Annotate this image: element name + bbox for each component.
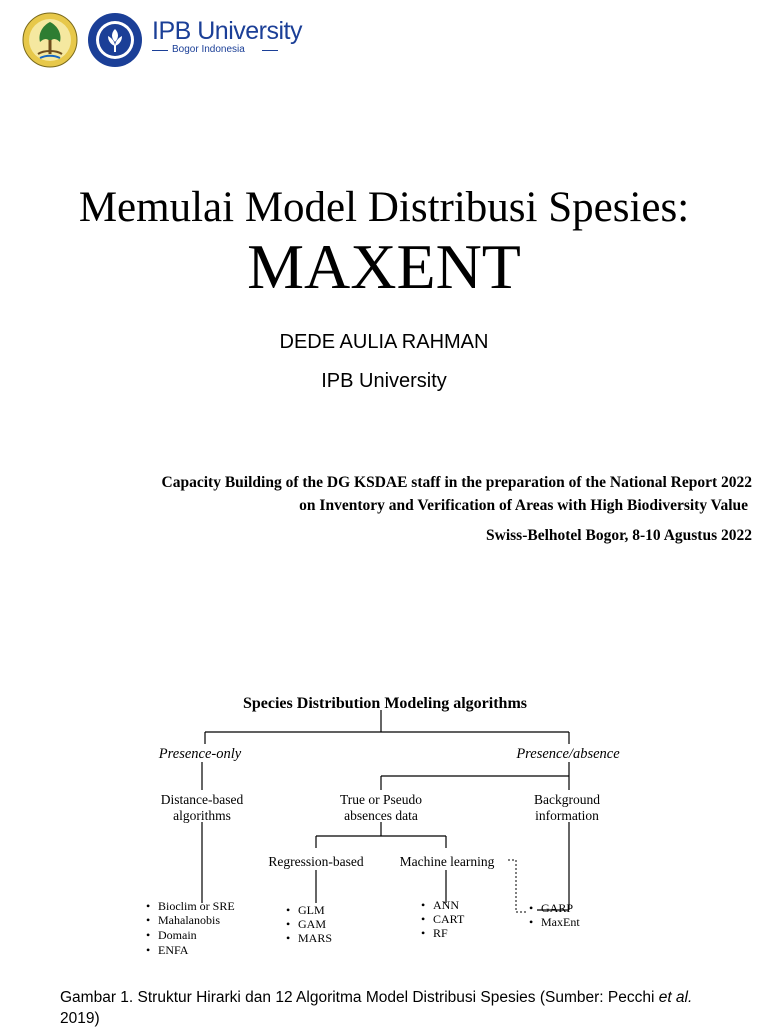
event-line-2: on Inventory and Verification of Areas with High Biodiversity Value xyxy=(299,497,748,514)
event-venue-date: Swiss-Belhotel Bogor, 8-10 Agustus 2022 xyxy=(486,527,752,544)
title-line-2: MAXENT xyxy=(247,231,521,302)
bullet-regression-1: • xyxy=(286,903,291,917)
caption-text-italic: et al. xyxy=(658,989,693,1006)
author-affiliation: IPB University xyxy=(321,370,447,392)
bullet-distance-4: • xyxy=(146,943,151,957)
item-distance-2: Mahalanobis xyxy=(158,913,220,927)
bullet-background-1: • xyxy=(529,901,534,915)
bullet-ml-2: • xyxy=(421,912,426,926)
ipb-seal-icon xyxy=(87,12,143,68)
bullet-regression-3: • xyxy=(286,931,291,945)
institution-divider-right xyxy=(262,50,278,51)
sdm-hierarchy-figure xyxy=(140,688,640,963)
institution-name: IPB University xyxy=(152,17,302,45)
item-distance-4: ENFA xyxy=(158,943,189,957)
caption-text-a: Gambar 1. Struktur Hirarki dan 12 Algoritma Model Distribusi Spesies (Sumber: Pecchi xyxy=(60,989,659,1006)
item-ml-3: RF xyxy=(433,926,448,940)
node-background-1: Background xyxy=(534,792,600,807)
event-line-1: Capacity Building of the DG KSDAE staff in the preparation of the National Report 2022 xyxy=(161,474,752,491)
node-true-pseudo-1: True or Pseudo xyxy=(339,792,423,807)
figure-caption xyxy=(60,987,720,1029)
ministry-forest-emblem-icon xyxy=(22,12,78,68)
title-line-1: Memulai Model Distribusi Spesies: xyxy=(78,184,690,231)
item-distance-3: Domain xyxy=(158,928,197,942)
node-distance-based-1: Distance-based xyxy=(160,792,244,807)
bullet-background-2: • xyxy=(529,915,534,929)
bullet-ml-3: • xyxy=(421,926,426,940)
node-presence-absence: Presence/absence xyxy=(516,746,620,762)
institution-location: Bogor Indonesia xyxy=(172,44,245,55)
bullet-distance-3: • xyxy=(146,928,151,942)
item-regression-1: GLM xyxy=(298,903,325,917)
node-true-pseudo-2: absences data xyxy=(344,808,418,823)
item-distance-1: Bioclim or SRE xyxy=(158,899,235,913)
bullet-regression-2: • xyxy=(286,917,291,931)
item-regression-3: MARS xyxy=(298,931,333,945)
institution-divider-left xyxy=(152,50,168,51)
author-name: DEDE AULIA RAHMAN xyxy=(279,331,489,353)
bullet-distance-2: • xyxy=(146,913,151,927)
item-background-1: GARP xyxy=(541,901,574,915)
item-regression-2: GAM xyxy=(298,917,327,931)
item-ml-1: ANN xyxy=(433,898,459,912)
bullet-distance-1: • xyxy=(146,899,151,913)
item-background-2: MaxEnt xyxy=(541,915,580,929)
node-root: Species Distribution Modeling algorithms xyxy=(242,695,528,712)
bullet-ml-1: • xyxy=(421,898,426,912)
item-ml-2: CART xyxy=(433,912,465,926)
node-distance-based-2: algorithms xyxy=(173,808,231,823)
node-presence-only: Presence-only xyxy=(158,746,242,762)
node-machine-learning: Machine learning xyxy=(399,854,495,869)
caption-text-b: 2019) xyxy=(60,1010,100,1027)
node-background-2: information xyxy=(535,808,599,823)
node-regression: Regression-based xyxy=(268,854,364,869)
